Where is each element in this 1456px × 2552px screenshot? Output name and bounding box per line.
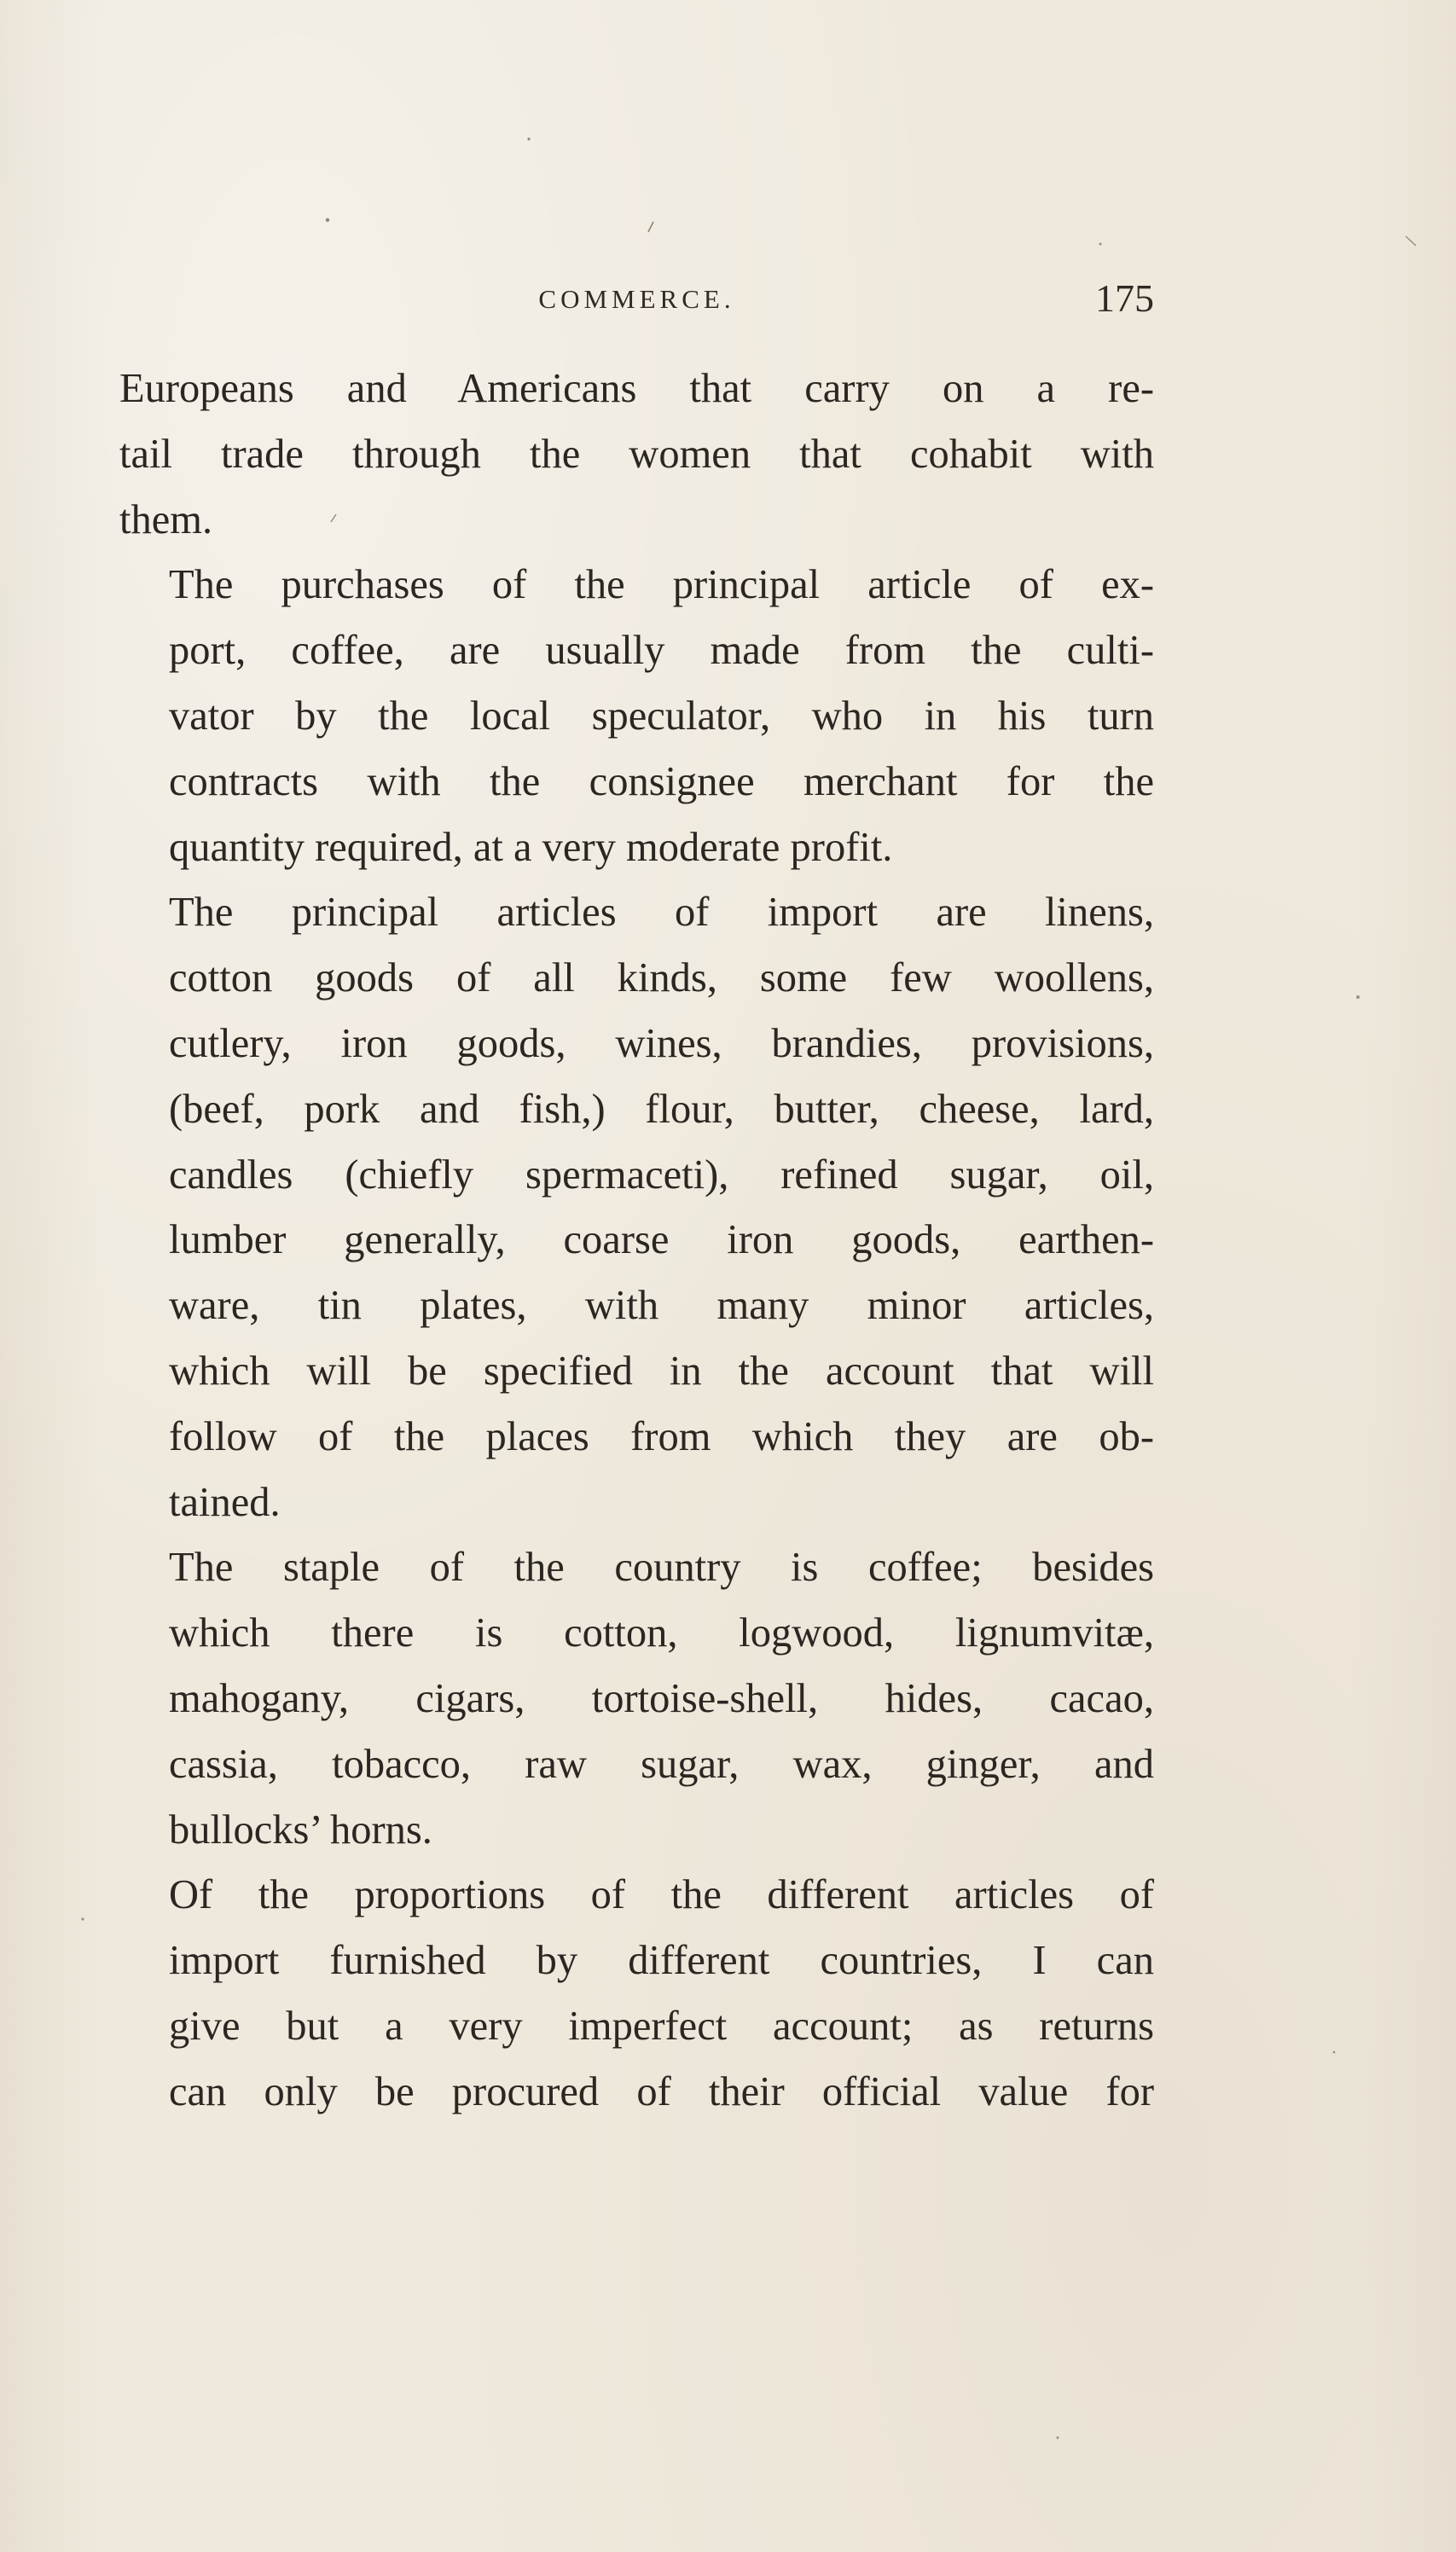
text-line: cotton goods of all kinds, some few woollens, (169, 955, 1154, 1001)
paragraph-1 (119, 357, 1154, 553)
text-line: which will be specified in the account that will (169, 1348, 1154, 1394)
text-line: quantity required, at a very moderate profit. (169, 824, 893, 870)
paragraph-5 (119, 1863, 1154, 2125)
text-line: contracts with the consignee merchant for the (169, 758, 1154, 804)
text-line: The staple of the country is coffee; besides (169, 1545, 1154, 1591)
text-line: Europeans and Americans that carry on a re- (119, 366, 1154, 411)
text-line: port, coffee, are usually made from the culti- (169, 628, 1154, 674)
text-line: ware, tin plates, with many minor articles, (169, 1283, 1154, 1329)
running-title: COMMERCE. (538, 284, 735, 314)
text-line: vator by the local speculator, who in his turn (169, 693, 1154, 739)
text-line: cassia, tobacco, raw sugar, wax, ginger, and (169, 1741, 1154, 1787)
text-line: The purchases of the principal article of ex- (169, 562, 1154, 608)
text-line: Of the proportions of the different articles of (169, 1872, 1154, 1918)
text-line: follow of the places from which they are ob- (169, 1413, 1154, 1459)
text-line: (beef, pork and fish,) flour, butter, cheese, lard, (169, 1086, 1154, 1132)
text-line: lumber generally, coarse iron goods, earthen- (169, 1217, 1154, 1263)
text-line: them. (119, 496, 213, 542)
text-line: candles (chiefly spermaceti), refined sugar, oil, (169, 1151, 1154, 1198)
text-line: bullocks’ horns. (169, 1807, 432, 1853)
body-text (119, 357, 1154, 2114)
text-line: import furnished by different countries, I can (169, 1938, 1154, 1984)
page-number: 175 (1095, 276, 1154, 320)
paragraph-4 (119, 1535, 1154, 1863)
paragraph-3 (119, 880, 1154, 1535)
text-line: give but a very imperfect account; as returns (169, 2003, 1154, 2049)
text-line: tained. (169, 1479, 281, 1525)
text-line: The principal articles of import are linens, (169, 890, 1154, 936)
paragraph-2 (119, 553, 1154, 880)
text-line: mahogany, cigars, tortoise-shell, hides, cacao, (169, 1675, 1154, 1721)
text-line: which there is cotton, logwood, lignumvitæ, (169, 1610, 1154, 1656)
running-head (119, 277, 1154, 328)
text-line: tail trade through the women that cohabit with (119, 431, 1154, 477)
text-line: cutlery, iron goods, wines, brandies, provisions, (169, 1020, 1154, 1066)
text-line: can only be procured of their official value for (169, 2068, 1154, 2114)
